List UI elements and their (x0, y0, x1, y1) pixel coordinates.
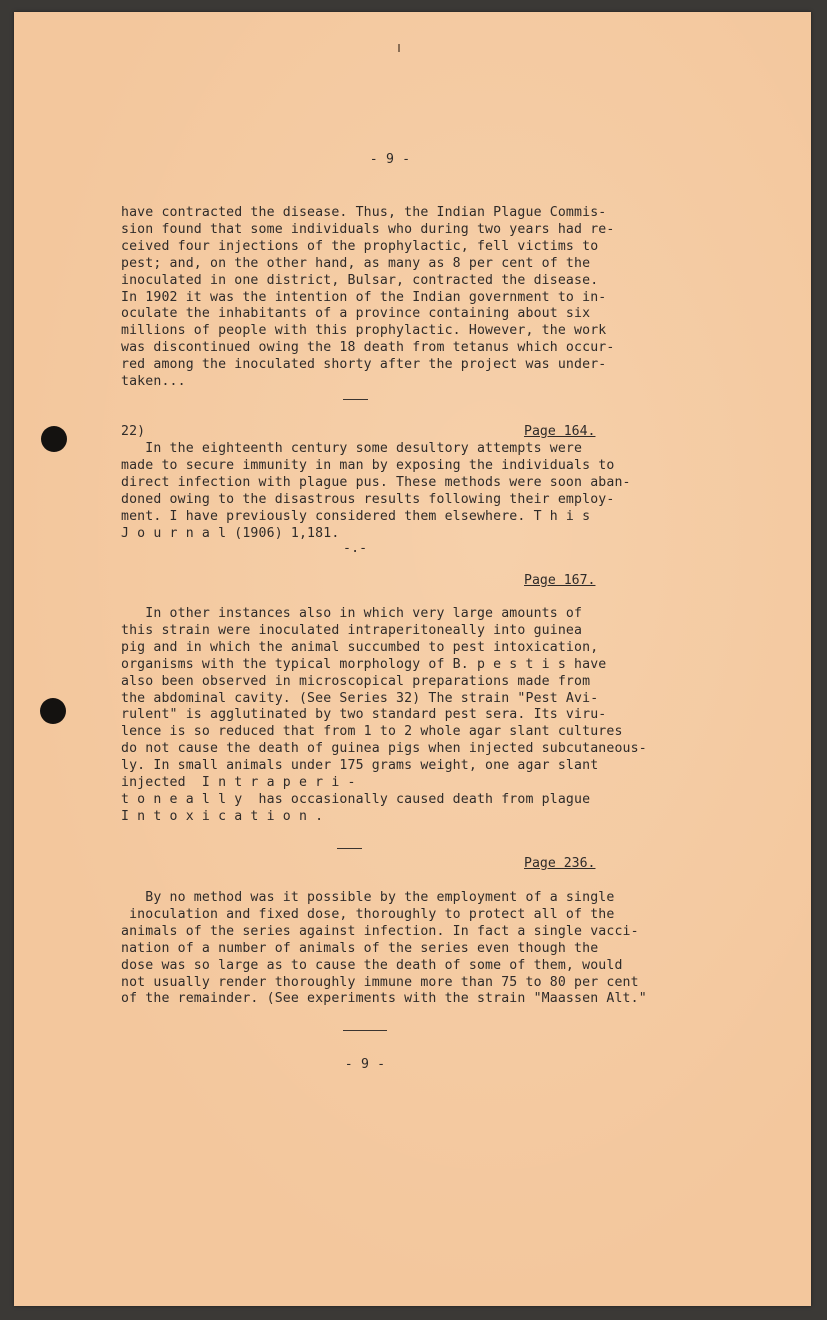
punch-hole (40, 698, 66, 724)
text-line: red among the inoculated shorty after the project was under- (121, 357, 607, 373)
page-footer: - 9 - (344, 1057, 386, 1072)
page-reference: Page 236. (524, 856, 596, 871)
paper-mark (398, 44, 400, 52)
text-line: inoculated in one district, Bulsar, contracted the disease. (121, 272, 599, 288)
text-line: animals of the series against infection. In fact a single vacci- (121, 923, 639, 939)
text-line: In other instances also in which very large amounts of (121, 606, 583, 621)
text-line: nation of a number of animals of the series even though the (121, 940, 599, 956)
page-header: - 9 - (369, 152, 411, 167)
text-line: ceived four injections of the prophylactic, fell victims to (121, 238, 599, 254)
text-line: rulent" is agglutinated by two standard pest sera. Its viru- (121, 707, 607, 723)
section-divider (337, 848, 362, 849)
text-line: organisms with the typical morphology of B. p e s t i s have (121, 656, 607, 672)
text-line: millions of people with this prophylactic. However, the work (121, 323, 607, 339)
text-line: of the remainder. (See experiments with the strain "Maassen Alt." (121, 991, 647, 1007)
section-end-mark: -.- (343, 541, 368, 556)
page-reference: Page 164. (524, 424, 596, 439)
section-divider (343, 1030, 387, 1031)
section4-text (121, 890, 647, 1008)
text-line: pig and in which the animal succumbed to pest intoxication, (121, 639, 599, 655)
text-line: the abdominal cavity. (See Series 32) The strain "Pest Avi- (121, 690, 599, 706)
text-line: J o u r n a l (1906) 1,181. (121, 525, 340, 541)
punch-hole (41, 426, 67, 452)
text-line: was discontinued owing the 18 death from tetanus which occur- (121, 340, 615, 356)
text-line: doned owing to the disastrous results following their employ- (121, 491, 615, 507)
text-line: pest; and, on the other hand, as many as 8 per cent of the (121, 255, 591, 271)
text-line: t o n e a l l y has occasionally caused death from plague (121, 791, 591, 807)
text-line: direct infection with plague pus. These methods were soon aban- (121, 474, 631, 490)
text-line: By no method was it possible by the employment of a single (121, 890, 615, 905)
text-line: taken... (121, 374, 186, 390)
text-line: not usually render thoroughly immune more than 75 to 80 per cent (121, 974, 639, 990)
section-divider (343, 399, 368, 400)
text-line: sion found that some individuals who during two years had re- (121, 221, 615, 237)
text-line: also been observed in microscopical preparations made from (121, 673, 591, 689)
text-line: ly. In small animals under 175 grams weight, one agar slant (121, 758, 599, 774)
text-line: oculate the inhabitants of a province containing about six (121, 306, 591, 322)
text-line: this strain were inoculated intraperitoneally into guinea (121, 622, 583, 638)
text-line: do not cause the death of guinea pigs when injected subcutaneous- (121, 741, 647, 757)
section-number: 22) (121, 424, 146, 439)
page-reference: Page 167. (524, 573, 596, 588)
text-line: ment. I have previously considered them elsewhere. T h i s (121, 508, 591, 524)
text-line: In the eighteenth century some desultory attempts were (121, 441, 583, 456)
text-line: dose was so large as to cause the death of some of them, would (121, 957, 623, 973)
section3-text (121, 606, 647, 826)
text-line: In 1902 it was the intention of the Indian government to in- (121, 289, 607, 305)
text-line: inoculation and fixed dose, thoroughly to protect all of the (121, 906, 615, 922)
text-line: injected I n t r a p e r i - (121, 775, 356, 791)
text-line: I n t o x i c a t i o n . (121, 808, 324, 824)
section2-text (121, 441, 631, 542)
text-line: made to secure immunity in man by exposing the individuals to (121, 457, 615, 473)
paragraph-block-1 (121, 205, 614, 391)
text-line: have contracted the disease. Thus, the Indian Plague Commis- (121, 205, 607, 220)
text-line: lence is so reduced that from 1 to 2 whole agar slant cultures (121, 724, 623, 740)
